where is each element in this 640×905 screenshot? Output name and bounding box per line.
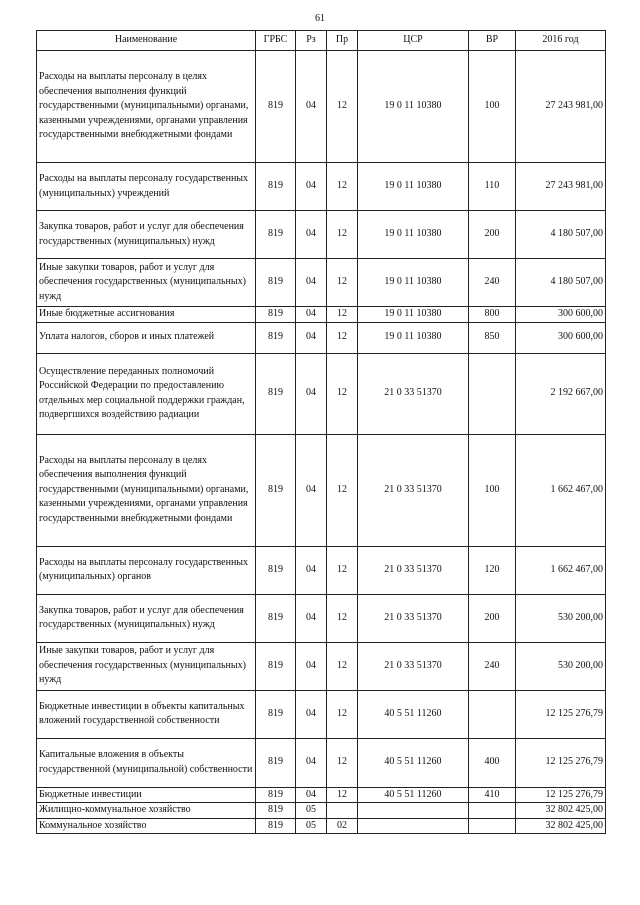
cell-name: Расходы на выплаты персоналу в целях обеспечения выполнения функций государственными (муниципальными) органами, казенными учреждениями, органами управления государственными внебюджетными фондами [37, 51, 256, 163]
table-row [37, 51, 606, 163]
table-row [37, 690, 606, 738]
header-csr: ЦСР [358, 31, 469, 51]
cell-csr: 40 5 51 11260 [358, 787, 469, 803]
cell-sum: 1 662 467,00 [516, 546, 606, 594]
cell-grbs: 819 [256, 434, 296, 546]
cell-csr: 21 0 33 51370 [358, 434, 469, 546]
header-grbs: ГРБС [256, 31, 296, 51]
cell-sum: 300 600,00 [516, 322, 606, 353]
cell-vr: 200 [469, 594, 516, 642]
cell-name: Осуществление переданных полномочий Российской Федерации по предоставлению отдельных мер социальной поддержки граждан, подвергшихся воздействию радиации [37, 353, 256, 434]
cell-name: Иные бюджетные ассигнования [37, 307, 256, 323]
cell-pr: 12 [327, 690, 358, 738]
cell-name: Закупка товаров, работ и услуг для обеспечения государственных (муниципальных) нужд [37, 594, 256, 642]
cell-sum: 27 243 981,00 [516, 51, 606, 163]
cell-sum: 12 125 276,79 [516, 787, 606, 803]
cell-csr: 21 0 33 51370 [358, 546, 469, 594]
cell-rz: 04 [296, 690, 327, 738]
table-row [37, 307, 606, 323]
cell-sum: 4 180 507,00 [516, 211, 606, 259]
cell-rz: 04 [296, 211, 327, 259]
cell-name: Расходы на выплаты персоналу в целях обеспечения выполнения функций государственными (муниципальными) органами, казенными учреждениями, органами управления государственными внебюджетными фондами [37, 434, 256, 546]
table-row [37, 211, 606, 259]
header-name: Наименование [37, 31, 256, 51]
cell-csr: 19 0 11 10380 [358, 307, 469, 323]
cell-rz: 04 [296, 353, 327, 434]
cell-pr [327, 803, 358, 819]
table-row [37, 259, 606, 307]
cell-rz: 05 [296, 818, 327, 834]
table-row [37, 738, 606, 787]
cell-grbs: 819 [256, 642, 296, 690]
cell-pr: 12 [327, 353, 358, 434]
cell-vr: 240 [469, 642, 516, 690]
cell-pr: 12 [327, 51, 358, 163]
cell-grbs: 819 [256, 322, 296, 353]
table-body [37, 51, 606, 834]
cell-csr [358, 803, 469, 819]
table-row [37, 642, 606, 690]
cell-pr: 12 [327, 434, 358, 546]
cell-vr: 200 [469, 211, 516, 259]
cell-rz: 04 [296, 307, 327, 323]
cell-name: Расходы на выплаты персоналу государственных (муниципальных) органов [37, 546, 256, 594]
cell-pr: 02 [327, 818, 358, 834]
cell-grbs: 819 [256, 594, 296, 642]
cell-sum: 12 125 276,79 [516, 738, 606, 787]
cell-rz: 04 [296, 163, 327, 211]
cell-grbs: 819 [256, 803, 296, 819]
cell-sum: 12 125 276,79 [516, 690, 606, 738]
table-row [37, 546, 606, 594]
table-row [37, 818, 606, 834]
cell-vr: 120 [469, 546, 516, 594]
header-year: 2016 год [516, 31, 606, 51]
cell-csr: 40 5 51 11260 [358, 690, 469, 738]
cell-name: Бюджетные инвестиции [37, 787, 256, 803]
cell-csr: 40 5 51 11260 [358, 738, 469, 787]
cell-vr: 100 [469, 51, 516, 163]
cell-grbs: 819 [256, 259, 296, 307]
cell-vr [469, 353, 516, 434]
table-row [37, 353, 606, 434]
cell-grbs: 819 [256, 211, 296, 259]
cell-csr [358, 818, 469, 834]
cell-csr: 21 0 33 51370 [358, 642, 469, 690]
table-row [37, 787, 606, 803]
cell-rz: 05 [296, 803, 327, 819]
cell-name: Бюджетные инвестиции в объекты капитальных вложений государственной собственности [37, 690, 256, 738]
table-row [37, 322, 606, 353]
cell-name: Иные закупки товаров, работ и услуг для обеспечения государственных (муниципальных) нужд [37, 259, 256, 307]
cell-csr: 21 0 33 51370 [358, 353, 469, 434]
cell-grbs: 819 [256, 163, 296, 211]
cell-rz: 04 [296, 259, 327, 307]
cell-name: Уплата налогов, сборов и иных платежей [37, 322, 256, 353]
cell-sum: 2 192 667,00 [516, 353, 606, 434]
header-pr: Пр [327, 31, 358, 51]
cell-pr: 12 [327, 594, 358, 642]
cell-pr: 12 [327, 322, 358, 353]
table-header-row [37, 31, 606, 51]
cell-rz: 04 [296, 51, 327, 163]
cell-sum: 27 243 981,00 [516, 163, 606, 211]
header-rz: Рз [296, 31, 327, 51]
cell-grbs: 819 [256, 818, 296, 834]
cell-vr: 400 [469, 738, 516, 787]
cell-grbs: 819 [256, 787, 296, 803]
cell-vr: 850 [469, 322, 516, 353]
cell-grbs: 819 [256, 51, 296, 163]
cell-rz: 04 [296, 738, 327, 787]
header-vr: ВР [469, 31, 516, 51]
cell-name: Капитальные вложения в объекты государственной (муниципальной) собственности [37, 738, 256, 787]
cell-sum: 4 180 507,00 [516, 259, 606, 307]
cell-csr: 19 0 11 10380 [358, 259, 469, 307]
cell-rz: 04 [296, 594, 327, 642]
cell-name: Расходы на выплаты персоналу государственных (муниципальных) учреждений [37, 163, 256, 211]
cell-pr: 12 [327, 163, 358, 211]
cell-vr [469, 803, 516, 819]
cell-grbs: 819 [256, 307, 296, 323]
table-row [37, 803, 606, 819]
cell-sum: 300 600,00 [516, 307, 606, 323]
budget-table [36, 30, 606, 834]
cell-vr [469, 818, 516, 834]
cell-vr: 410 [469, 787, 516, 803]
cell-name: Коммунальное хозяйство [37, 818, 256, 834]
table-row [37, 434, 606, 546]
cell-rz: 04 [296, 322, 327, 353]
cell-grbs: 819 [256, 546, 296, 594]
cell-csr: 19 0 11 10380 [358, 163, 469, 211]
cell-vr: 240 [469, 259, 516, 307]
cell-csr: 19 0 11 10380 [358, 211, 469, 259]
cell-csr: 19 0 11 10380 [358, 322, 469, 353]
cell-pr: 12 [327, 307, 358, 323]
cell-grbs: 819 [256, 690, 296, 738]
cell-csr: 19 0 11 10380 [358, 51, 469, 163]
cell-sum: 32 802 425,00 [516, 818, 606, 834]
cell-pr: 12 [327, 211, 358, 259]
cell-sum: 530 200,00 [516, 642, 606, 690]
cell-sum: 32 802 425,00 [516, 803, 606, 819]
cell-grbs: 819 [256, 353, 296, 434]
cell-name: Жилищно-коммунальное хозяйство [37, 803, 256, 819]
cell-vr: 100 [469, 434, 516, 546]
cell-pr: 12 [327, 642, 358, 690]
table-row [37, 163, 606, 211]
cell-pr: 12 [327, 259, 358, 307]
cell-vr: 110 [469, 163, 516, 211]
cell-grbs: 819 [256, 738, 296, 787]
cell-rz: 04 [296, 787, 327, 803]
table-row [37, 594, 606, 642]
cell-vr: 800 [469, 307, 516, 323]
cell-pr: 12 [327, 546, 358, 594]
cell-csr: 21 0 33 51370 [358, 594, 469, 642]
cell-name: Иные закупки товаров, работ и услуг для обеспечения государственных (муниципальных) нужд [37, 642, 256, 690]
cell-name: Закупка товаров, работ и услуг для обеспечения государственных (муниципальных) нужд [37, 211, 256, 259]
cell-sum: 1 662 467,00 [516, 434, 606, 546]
cell-pr: 12 [327, 738, 358, 787]
page-number: 61 [315, 13, 325, 24]
cell-vr [469, 690, 516, 738]
cell-rz: 04 [296, 434, 327, 546]
cell-pr: 12 [327, 787, 358, 803]
cell-rz: 04 [296, 642, 327, 690]
cell-sum: 530 200,00 [516, 594, 606, 642]
cell-rz: 04 [296, 546, 327, 594]
